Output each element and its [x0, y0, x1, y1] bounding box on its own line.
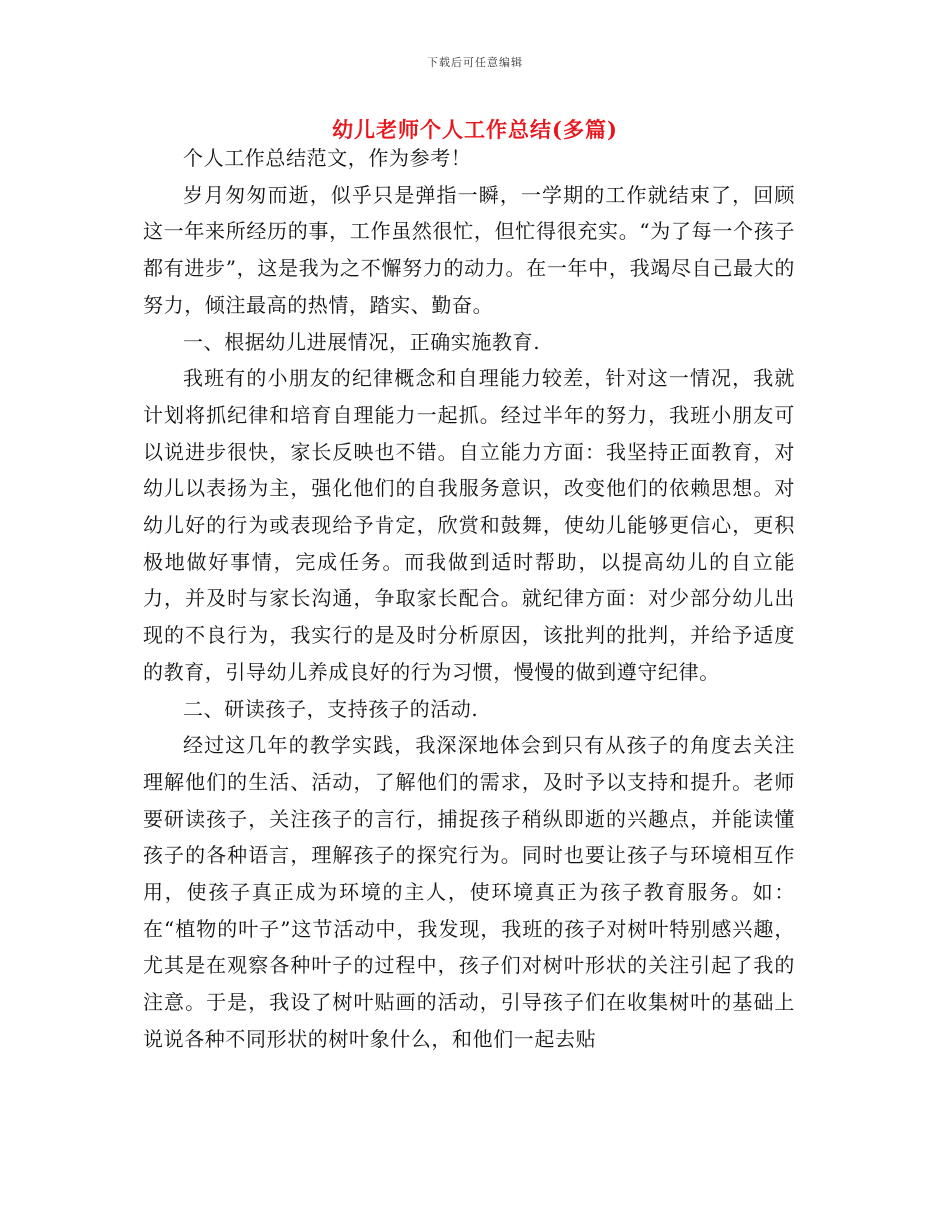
document-title: 幼儿老师个人工作总结(多篇)	[332, 117, 618, 142]
header-note: 下载后可任意编辑	[427, 56, 523, 69]
paragraph-section-2: 经过这几年的教学实践，我深深地体会到只有从孩子的角度去关注理解他们的生活、活动，了解他们的需求，及时予以支持和提升。老师要研读孩子，关注孩子的言行，捕捉孩子稍纵即逝的兴趣点，并能读懂孩子的各种语言，理解孩子的探究行为。同时也要让孩子与环境相互作用，使孩子真正成为环境的主人，使环境真正为孩子教育服务。如：在“植物的叶子”这节活动中，我发现，我班的孩子对树叶特别感兴趣，尤其是在观察各种叶子的过程中，孩子们对树叶形状的关注引起了我的注意。于是，我设了树叶贴画的活动，引导孩子们在收集树叶的基础上说说各种不同形状的树叶象什么，和他们一起去贴	[143, 733, 795, 1051]
paragraph-opening: 岁月匆匆而逝，似乎只是弹指一瞬，一学期的工作就结束了，回顾这一年来所经历的事，工作虽然很忙，但忙得很充实。“为了每一个孩子都有进步”，这是我为之不懈努力的动力。在一年中，我竭尽自己最大的努力，倾注最高的热情，踏实、勤奋。	[143, 182, 795, 317]
paragraph-intro: 个人工作总结范文，作为参考！	[183, 146, 472, 170]
paragraph-section-1: 我班有的小朋友的纪律概念和自理能力较差，针对这一情况，我就计划将抓纪律和培育自理能力一起抓。经过半年的努力，我班小朋友可以说进步很快，家长反映也不错。自立能力方面：我坚持正面教育，对幼儿以表扬为主，强化他们的自我服务意识，改变他们的依赖思想。对幼儿好的行为或表现给予肯定，欣赏和鼓舞，使幼儿能够更信心，更积极地做好事情，完成任务。而我做到适时帮助，以提高幼儿的自立能力，并及时与家长沟通，争取家长配合。就纪律方面：对少部分幼儿出现的不良行为，我实行的是及时分析原因，该批判的批判，并给予适度的教育，引导幼儿养成良好的行为习惯，慢慢的做到遵守纪律。	[143, 366, 795, 684]
section-heading-1: 一、根据幼儿进展情况，正确实施教育.	[183, 329, 541, 354]
document-body	[143, 140, 795, 1058]
section-heading-2: 二、研读孩子，支持孩子的活动.	[183, 696, 479, 721]
